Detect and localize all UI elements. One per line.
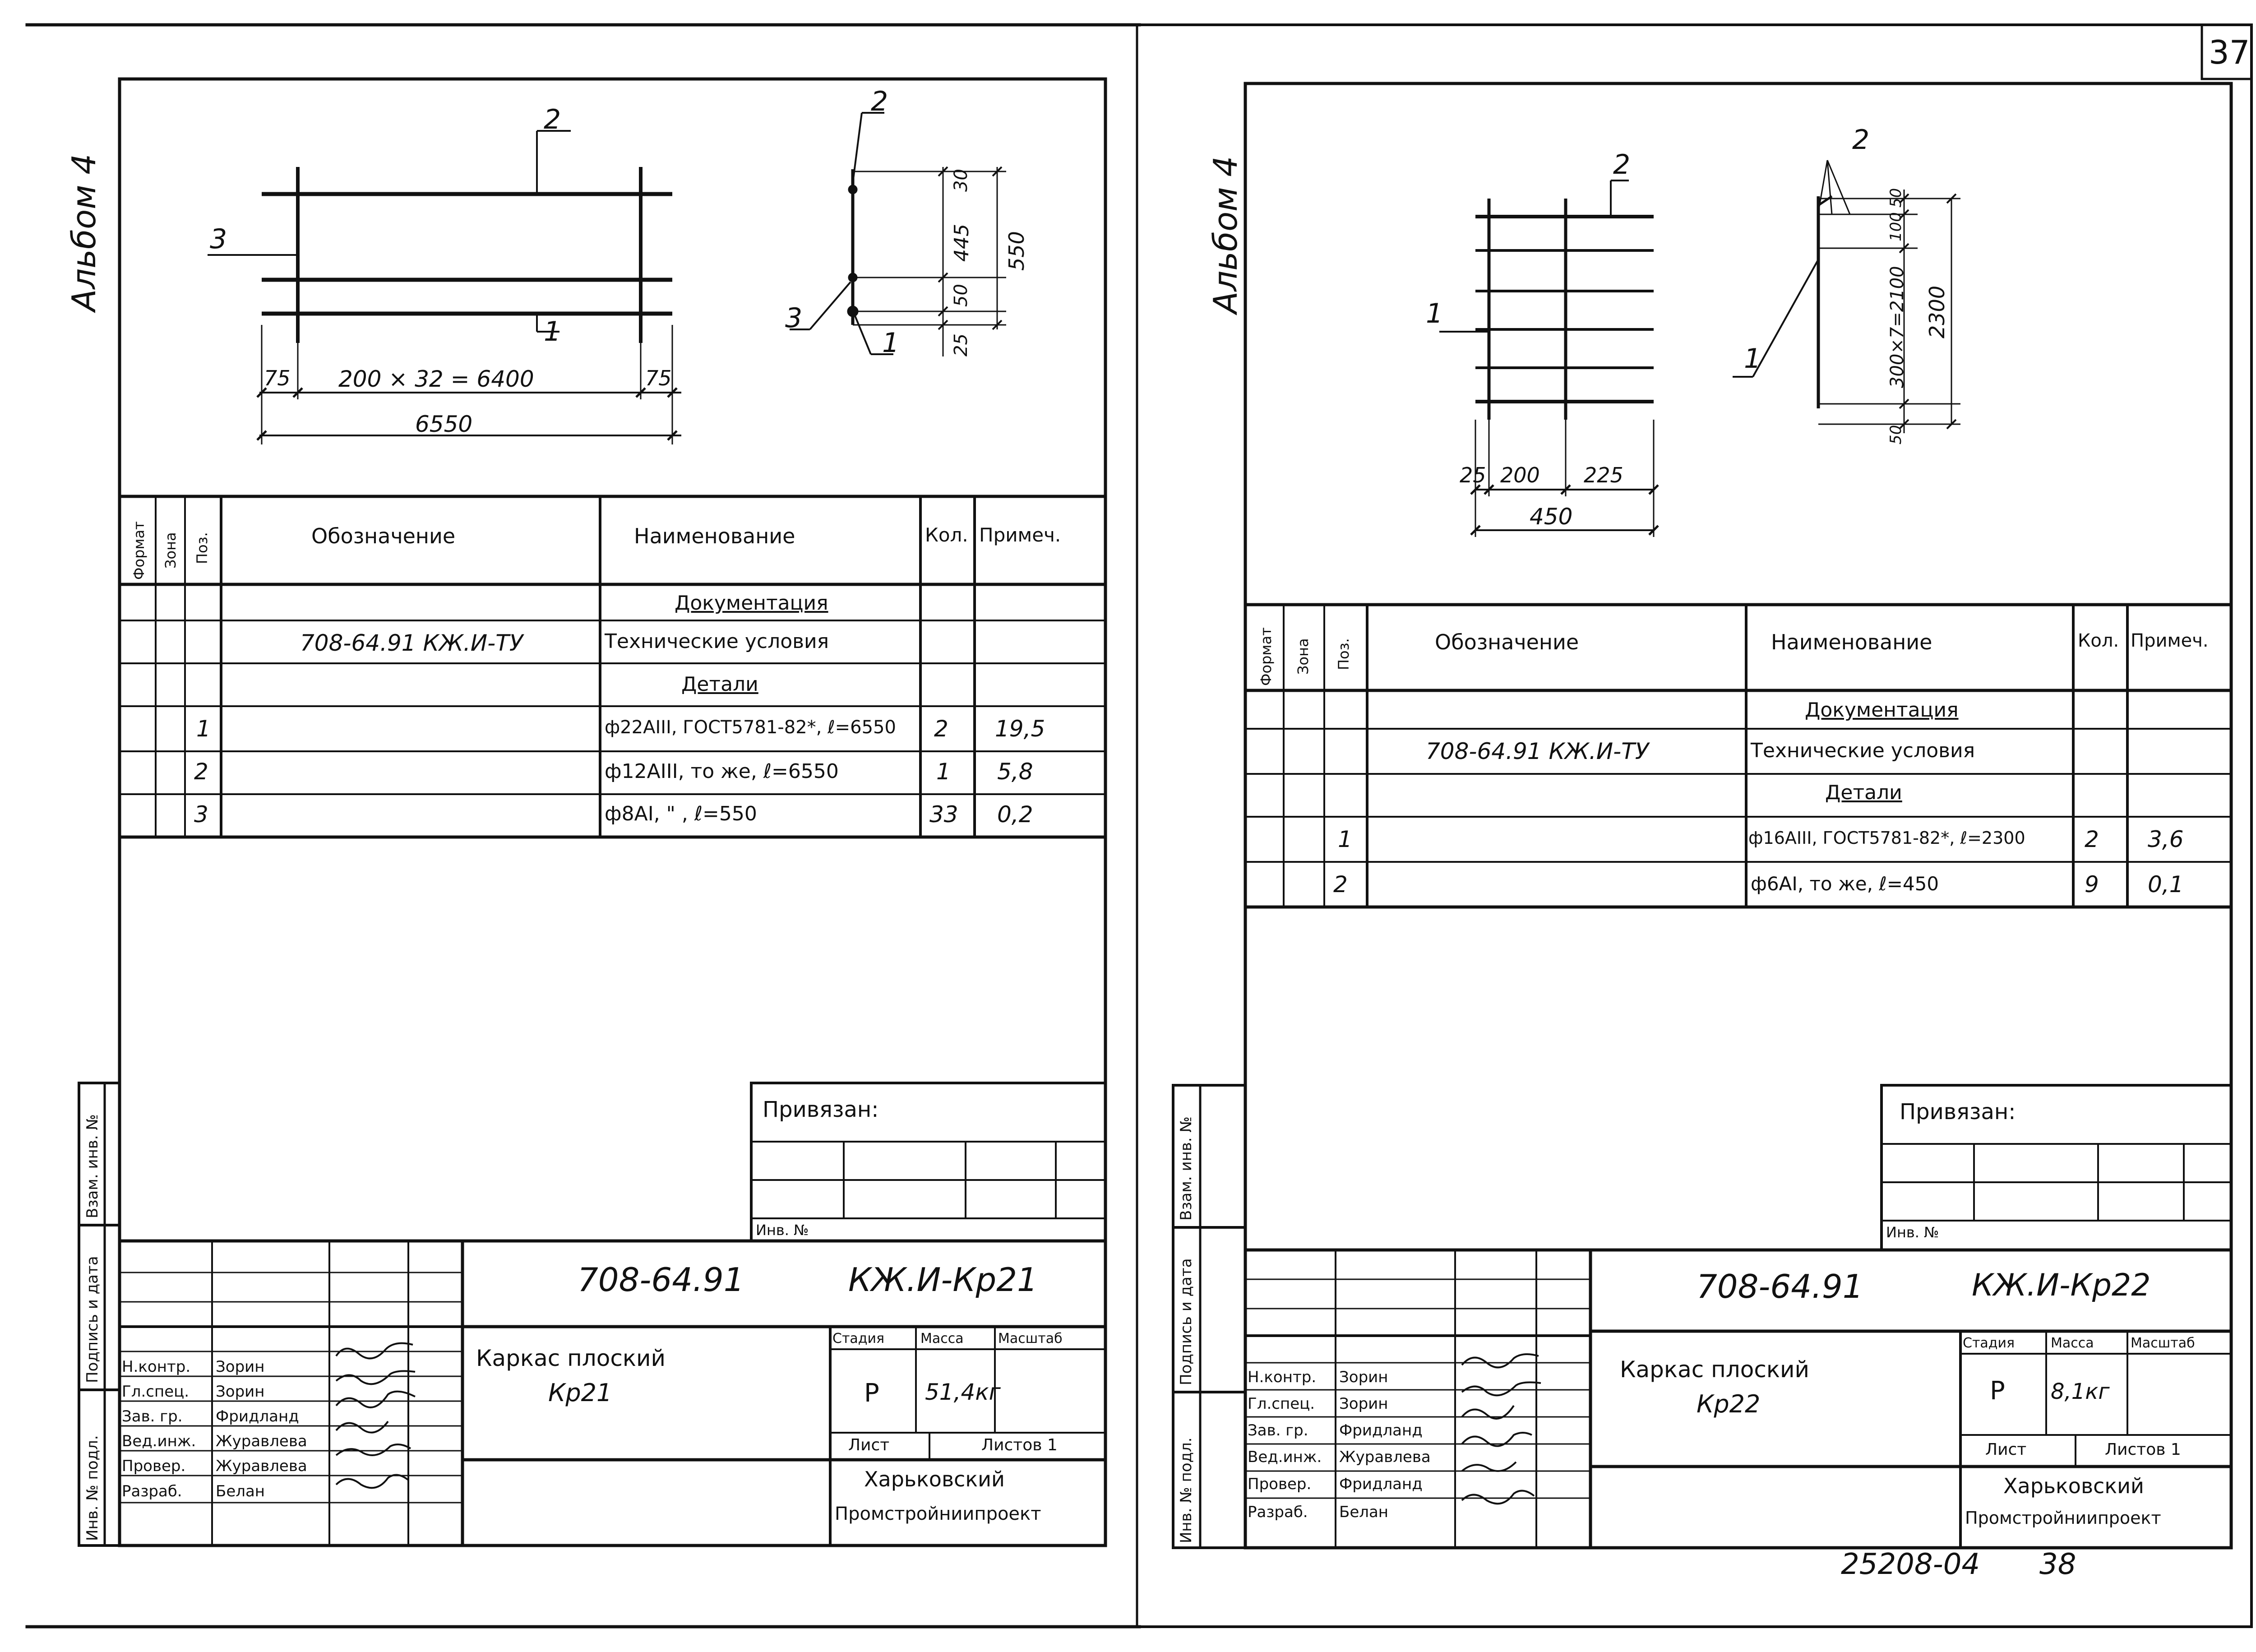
dimension-label: 225 bbox=[1584, 463, 1623, 487]
position-label: 2 bbox=[1613, 149, 1631, 180]
role-label: Н.контр. bbox=[1248, 1368, 1317, 1386]
spec-name: ф8АI, " , ℓ=550 bbox=[605, 802, 757, 825]
stage-label: Стадия bbox=[1963, 1335, 2015, 1351]
dimension-label: 75 bbox=[264, 366, 291, 390]
drawing-name-2: Кр22 bbox=[1697, 1390, 1761, 1418]
position-label: 2 bbox=[544, 104, 561, 135]
spec-note: 5,8 bbox=[997, 759, 1033, 785]
position-label: 1 bbox=[544, 316, 561, 347]
dimension-label: 450 bbox=[1530, 504, 1573, 530]
spec-designation: 708-64.91 КЖ.И-ТУ bbox=[300, 630, 523, 656]
role-label: Зав. гр. bbox=[122, 1407, 183, 1425]
spec-name: ф16АIII, ГОСТ5781-82*, ℓ=2300 bbox=[1748, 828, 2025, 848]
position-label: 1 bbox=[1744, 343, 1761, 375]
sheet-label: Лист bbox=[848, 1436, 890, 1454]
role-person: Журавлева bbox=[216, 1457, 307, 1475]
header-format: Формат bbox=[1257, 627, 1275, 686]
sheet-label: Лист bbox=[1985, 1440, 2027, 1459]
dimension-label: 30 bbox=[951, 169, 971, 192]
spec-pos: 1 bbox=[196, 716, 211, 742]
header-pos: Поз. bbox=[194, 532, 211, 564]
header-note: Примеч. bbox=[2131, 630, 2209, 651]
spec-qty: 2 bbox=[2085, 826, 2099, 852]
inv-label: Инв. № bbox=[756, 1222, 809, 1239]
position-label: 2 bbox=[1852, 124, 1870, 156]
spec-section-heading: Документация bbox=[1805, 699, 1959, 722]
spec-note: 19,5 bbox=[995, 716, 1045, 742]
spec-name: ф22АIII, ГОСТ5781-82*, ℓ=6550 bbox=[605, 717, 896, 738]
dimension-label: 25 bbox=[951, 333, 971, 356]
sheets-label: Листов 1 bbox=[981, 1436, 1058, 1454]
role-person: Зорин bbox=[1339, 1368, 1388, 1386]
spec-note: 0,2 bbox=[997, 801, 1033, 828]
dimension-label: 75 bbox=[645, 366, 672, 390]
role-person: Зорин bbox=[216, 1383, 265, 1401]
mass-value: 8,1кг bbox=[2051, 1379, 2110, 1404]
role-label: Гл.спец. bbox=[1248, 1395, 1315, 1413]
album-label: Альбом 4 bbox=[65, 153, 103, 311]
doc-code: 708-64.91 bbox=[1697, 1268, 1863, 1305]
sheets-label: Листов 1 bbox=[2105, 1440, 2181, 1459]
role-label: Провер. bbox=[1248, 1475, 1312, 1493]
spec-qty: 2 bbox=[934, 716, 948, 742]
position-label: 1 bbox=[1426, 298, 1443, 329]
role-label: Зав. гр. bbox=[1248, 1421, 1308, 1439]
drawing-name-2: Кр21 bbox=[548, 1379, 612, 1407]
header-note: Примеч. bbox=[979, 524, 1061, 546]
spec-section-heading: Документация bbox=[675, 592, 828, 615]
spec-designation: 708-64.91 КЖ.И-ТУ bbox=[1426, 738, 1649, 764]
spec-name: Технические условия bbox=[605, 630, 829, 653]
header-qty: Кол. bbox=[2078, 630, 2119, 651]
stage-label: Стадия bbox=[832, 1331, 885, 1347]
doc-number: КЖ.И-Кр22 bbox=[1972, 1268, 2151, 1303]
spec-pos: 1 bbox=[1338, 826, 1352, 852]
spec-qty: 1 bbox=[936, 759, 951, 785]
dimension-label: 50 bbox=[1887, 425, 1905, 444]
header-name: Наименование bbox=[1771, 630, 1932, 654]
doc-number: КЖ.И-Кр21 bbox=[848, 1261, 1038, 1299]
header-format: Формат bbox=[130, 521, 148, 580]
header-zone: Зона bbox=[1294, 638, 1312, 675]
stage-value: Р bbox=[864, 1379, 879, 1408]
role-person: Журавлева bbox=[216, 1432, 307, 1450]
header-name: Наименование bbox=[634, 524, 795, 548]
spec-pos: 3 bbox=[194, 801, 208, 828]
side-vzam: Взам. инв. № bbox=[1177, 1116, 1195, 1221]
spec-note: 3,6 bbox=[2148, 826, 2184, 852]
spec-pos: 2 bbox=[194, 759, 208, 785]
org-name: Харьковский bbox=[864, 1467, 1005, 1491]
role-label: Н.контр. bbox=[122, 1358, 191, 1376]
header-qty: Кол. bbox=[925, 524, 968, 546]
org-name-2: Промстройниипроект bbox=[1965, 1508, 2161, 1528]
mass-label: Масса bbox=[920, 1331, 964, 1347]
stage-value: Р bbox=[1990, 1376, 2005, 1406]
role-label: Провер. bbox=[122, 1457, 186, 1475]
role-person: Журавлева bbox=[1339, 1448, 1431, 1466]
dimension-label: 50 bbox=[951, 284, 971, 307]
mass-label: Масса bbox=[2051, 1335, 2094, 1351]
dimension-label: 550 bbox=[1004, 231, 1029, 271]
dimension-label: 50 bbox=[1887, 188, 1905, 208]
side-inv-podl: Инв. № подл. bbox=[83, 1435, 102, 1541]
scale-label: Масштаб bbox=[2131, 1335, 2195, 1351]
header-pos: Поз. bbox=[1335, 638, 1352, 670]
position-label: 1 bbox=[882, 327, 900, 359]
page-number: 37 bbox=[2209, 33, 2250, 71]
role-label: Разраб. bbox=[1248, 1503, 1308, 1521]
role-person: Белан bbox=[216, 1482, 265, 1500]
spec-section-heading: Детали bbox=[681, 673, 758, 696]
spec-qty: 9 bbox=[2085, 871, 2099, 898]
header-designation: Обозначение bbox=[311, 524, 456, 548]
header-zone: Зона bbox=[162, 532, 179, 569]
spec-section-heading: Детали bbox=[1825, 781, 1902, 804]
spec-name: ф6АI, то же, ℓ=450 bbox=[1751, 873, 1939, 895]
role-person: Зорин bbox=[1339, 1395, 1388, 1413]
privyazan-label: Привязан: bbox=[763, 1097, 879, 1122]
spec-pos: 2 bbox=[1333, 871, 1348, 898]
role-person: Зорин bbox=[216, 1358, 265, 1376]
side-podpis: Подпись и дата bbox=[1177, 1258, 1195, 1385]
role-label: Разраб. bbox=[122, 1482, 182, 1500]
org-name-2: Промстройниипроект bbox=[835, 1504, 1041, 1524]
role-person: Фридланд bbox=[216, 1407, 299, 1425]
dimension-label: 445 bbox=[950, 224, 973, 262]
role-label: Гл.спец. bbox=[122, 1383, 190, 1401]
spec-name: Технические условия bbox=[1751, 739, 1975, 762]
spec-name: ф12АIII, то же, ℓ=6550 bbox=[605, 760, 839, 783]
header-designation: Обозначение bbox=[1435, 630, 1579, 654]
position-label: 3 bbox=[785, 302, 803, 334]
org-name: Харьковский bbox=[2003, 1474, 2144, 1498]
spec-note: 0,1 bbox=[2148, 871, 2184, 898]
side-vzam: Взам. инв. № bbox=[83, 1114, 102, 1218]
role-person: Фридланд bbox=[1339, 1421, 1423, 1439]
dimension-label: 200 bbox=[1500, 463, 1540, 487]
role-person: Белан bbox=[1339, 1503, 1389, 1521]
role-person: Фридланд bbox=[1339, 1475, 1423, 1493]
role-label: Вед.инж. bbox=[122, 1432, 196, 1450]
drawing-name: Каркас плоский bbox=[1620, 1356, 1810, 1383]
dimension-label: 6550 bbox=[415, 411, 473, 437]
dimension-label: 2300 bbox=[1925, 285, 1949, 338]
footer-page: 38 bbox=[2039, 1548, 2076, 1581]
dimension-label: 25 bbox=[1460, 463, 1486, 487]
role-label: Вед.инж. bbox=[1248, 1448, 1322, 1466]
mass-value: 51,4кг bbox=[925, 1379, 1001, 1405]
position-label: 2 bbox=[871, 86, 888, 117]
side-inv-podl: Инв. № подл. bbox=[1177, 1437, 1195, 1543]
spec-qty: 33 bbox=[929, 801, 958, 828]
inv-label: Инв. № bbox=[1886, 1224, 1939, 1241]
album-label: Альбом 4 bbox=[1207, 156, 1244, 314]
dimension-label: 300×7=2100 bbox=[1887, 266, 1908, 388]
doc-code: 708-64.91 bbox=[578, 1261, 744, 1299]
position-label: 3 bbox=[210, 223, 227, 255]
side-podpis: Подпись и дата bbox=[83, 1256, 102, 1383]
drawing-name: Каркас плоский bbox=[476, 1345, 666, 1371]
dimension-label: 200 × 32 = 6400 bbox=[338, 366, 534, 392]
footer-code: 25208-04 bbox=[1841, 1548, 1980, 1581]
privyazan-label: Привязан: bbox=[1900, 1099, 2016, 1124]
scale-label: Масштаб bbox=[998, 1331, 1063, 1347]
dimension-label: 100 bbox=[1887, 212, 1905, 241]
